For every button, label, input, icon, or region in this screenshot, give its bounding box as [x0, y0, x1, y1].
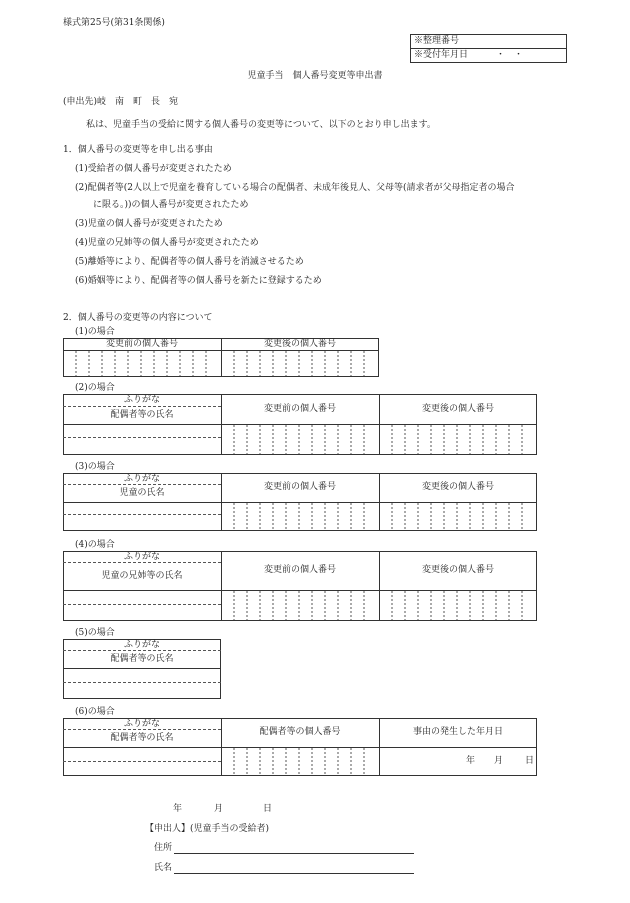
case1-after-header: 変更後の個人番号: [263, 338, 336, 349]
case2-after-header: 変更後の個人番号: [421, 403, 494, 414]
reason-item-5: (5)離婚等により、配偶者等の個人番号を消滅させるため: [75, 257, 304, 267]
case2-furigana-header: ふりがな: [123, 395, 160, 405]
case6-date-header: 事由の発生した年月日: [412, 727, 503, 737]
reason-item-2-cont: に限る。))の個人番号が変更されたため: [93, 200, 249, 210]
case6-day-label: 日: [525, 756, 535, 766]
case2-furigana-input[interactable]: [64, 425, 221, 437]
applicant-heading: 【申出人】(児童手当の受給者): [145, 824, 270, 834]
addressee: (申出先)岐 南 町 長 宛: [63, 97, 179, 107]
case2-after-number-input[interactable]: [380, 425, 537, 454]
form-number: 様式第25号(第31条関係): [63, 18, 165, 28]
digit-separators: [222, 503, 379, 530]
case3-after-header: 変更後の個人番号: [421, 482, 494, 492]
case6-month-label: 月: [494, 756, 504, 766]
case4-after-number-input[interactable]: [380, 591, 537, 620]
case4-furigana-input[interactable]: [64, 591, 221, 604]
case3-name-input[interactable]: [64, 515, 221, 530]
reason-item-4: (4)児童の兄姉等の個人番号が変更されたため: [75, 238, 259, 248]
case5-label: (5)の場合: [75, 628, 115, 638]
case6-number-header: 配偶者等の個人番号: [259, 727, 341, 737]
case1-after-number-input[interactable]: [222, 351, 379, 376]
case4-name-input[interactable]: [64, 605, 221, 620]
intro-text: 私は、児童手当の受給に関する個人番号の変更等について、以下のとおり申し出ます。: [86, 120, 436, 130]
digit-separators: [222, 351, 379, 376]
case3-furigana-input[interactable]: [64, 503, 221, 514]
case6-furigana-input[interactable]: [64, 748, 221, 761]
page-title: 児童手当 個人番号変更等申出書: [247, 71, 383, 81]
case3-before-header: 変更前の個人番号: [263, 482, 336, 492]
case6-furigana-header: ふりがな: [123, 718, 160, 729]
reason-item-2: (2)配偶者等(2人以上で児童を養育している場合の配偶者、未成年後見人、父母等(請求者が父母指定者の場合: [75, 183, 515, 193]
footer-day-label: 日: [263, 804, 273, 814]
address-label: 住所: [154, 843, 173, 853]
footer-month-label: 月: [214, 804, 224, 814]
digit-separators: [222, 748, 379, 775]
reason-item-1: (1)受給者の個人番号が変更されたため: [75, 164, 232, 174]
digit-separators: [64, 351, 221, 376]
admin-box: [410, 34, 567, 63]
case6-number-input[interactable]: [222, 748, 379, 775]
section1-heading: 1．個人番号の変更等を申し出る事由: [63, 145, 213, 155]
case1-before-header: 変更前の個人番号: [105, 338, 178, 349]
digit-separators: [380, 591, 537, 620]
name-label: 氏名: [154, 863, 173, 873]
case6-year-label: 年: [466, 756, 476, 766]
received-date-field[interactable]: ※受付年月日 ・ ・: [411, 49, 567, 63]
reason-item-3: (3)児童の個人番号が変更されたため: [75, 219, 223, 229]
case4-before-number-input[interactable]: [222, 591, 379, 620]
case2-label: (2)の場合: [75, 383, 115, 393]
case6-label: (6)の場合: [75, 707, 115, 717]
case3-before-number-input[interactable]: [222, 503, 379, 530]
digit-separators: [222, 591, 379, 620]
case2-name-header: 配偶者等の氏名: [110, 409, 174, 420]
case4-label: (4)の場合: [75, 540, 115, 550]
case4-before-header: 変更前の個人番号: [263, 565, 336, 575]
case5-furigana-header: ふりがな: [123, 639, 160, 650]
case3-name-header: 児童の氏名: [119, 487, 165, 498]
case2-before-header: 変更前の個人番号: [263, 403, 336, 414]
case2-before-number-input[interactable]: [222, 425, 379, 454]
case6-date-input[interactable]: [380, 748, 537, 775]
case5-name-input[interactable]: [64, 683, 221, 698]
footer-year-label: 年: [173, 804, 183, 814]
case6-name-header: 配偶者等の氏名: [110, 732, 174, 743]
case4-furigana-header: ふりがな: [123, 551, 160, 562]
section2-heading: 2．個人番号の変更等の内容について: [63, 313, 213, 323]
case5-furigana-input[interactable]: [64, 669, 221, 682]
case6-name-input[interactable]: [64, 762, 221, 775]
reason-item-6: (6)婚姻等により、配偶者等の個人番号を新たに登録するため: [75, 276, 322, 286]
case1-before-number-input[interactable]: [64, 351, 221, 376]
case3-after-number-input[interactable]: [380, 503, 537, 530]
case3-label: (3)の場合: [75, 462, 115, 472]
case4-after-header: 変更後の個人番号: [421, 565, 494, 575]
case5-name-header: 配偶者等の氏名: [110, 653, 174, 664]
reference-number-field[interactable]: ※整理番号: [411, 35, 567, 49]
case2-name-input[interactable]: [64, 438, 221, 454]
name-input-line[interactable]: [174, 863, 414, 874]
case3-furigana-header: ふりがな: [123, 473, 160, 484]
case4-name-header: 児童の兄姉等の氏名: [101, 570, 183, 581]
digit-separators: [380, 425, 537, 454]
address-input-line[interactable]: [174, 843, 414, 854]
case1-label: (1)の場合: [75, 327, 115, 337]
digit-separators: [380, 503, 537, 530]
digit-separators: [222, 425, 379, 454]
